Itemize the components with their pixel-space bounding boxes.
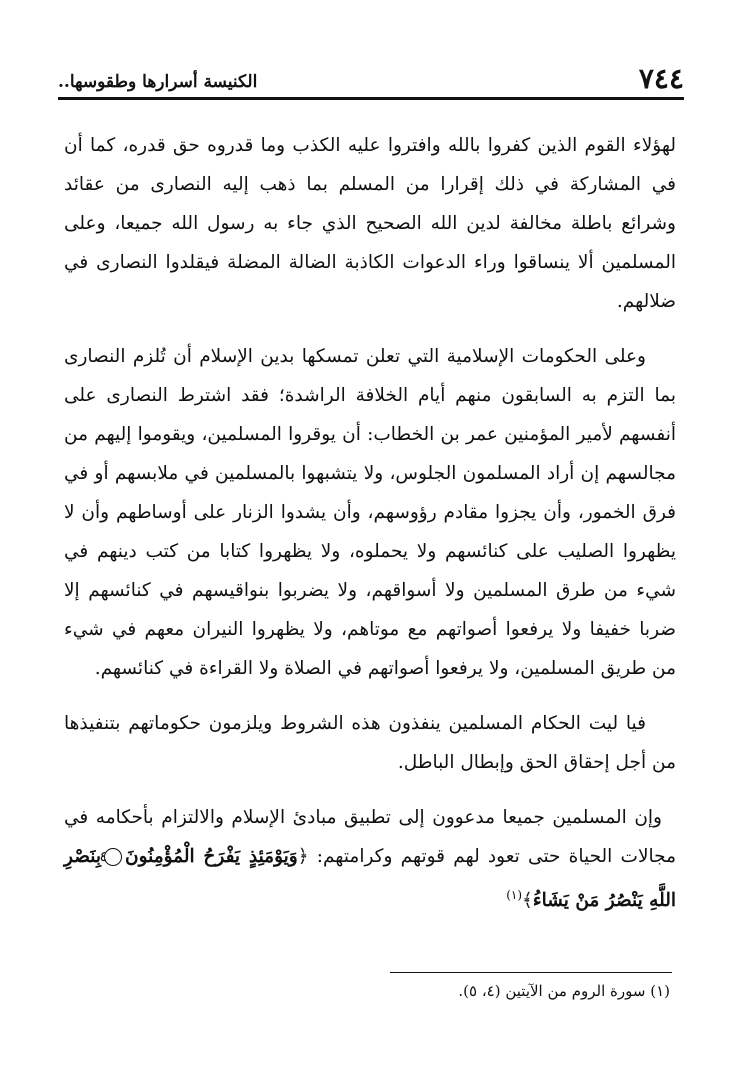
footnote: (١) سورة الروم من الآيتين (٤، ٥). xyxy=(458,982,670,1000)
quran-verse-part-1: وَيَوْمَئِذٍ يَفْرَحُ الْمُؤْمِنُونَ xyxy=(124,846,298,867)
paragraph-4-text: وإن المسلمين جميعا مدعوون إلى تطبيق مبادئ الإسلام والالتزام بأحكامه في مجالات الحياة حتى تعود لهم قوتهم وكرامتهم: xyxy=(64,807,676,867)
page-header xyxy=(58,62,684,98)
paragraph-1: لهؤلاء القوم الذين كفروا بالله وافتروا عليه الكذب وما قدروه حق قدره، كما أن في المشاركة في ذلك إقرارا من المسلم بما ذهب إليه النصارى من عقائد وشرائع باطلة مخالفة لدين الله الصحيح الذي جاء به رسول الله جميعا، وعلى المسلمين ألا ينساقوا وراء الدعوات الكاذبة الضالة المضلة فيقلدوا النصارى في ضلالهم. xyxy=(64,135,676,312)
quran-close-brace: ﴾ xyxy=(522,890,533,912)
main-text xyxy=(64,126,676,920)
header-divider xyxy=(58,97,684,100)
footnote-divider xyxy=(390,972,672,973)
ayah-number-marker: ٤ xyxy=(104,848,122,866)
footnote-reference: (١) xyxy=(506,888,523,902)
paragraph-3: فيا ليت الحكام المسلمين ينفذون هذه الشروط ويلزمون حكوماتهم بتنفيذها من أجل إحقاق الحق وإبطال الباطل. xyxy=(64,713,676,773)
page-number: ٧٤٤ xyxy=(638,62,684,95)
running-title: الكنيسة أسرارها وطقوسها.. xyxy=(58,72,258,92)
quran-verse-part-2: بِنَصْرِ اللَّهِ يَنْصُرُ مَنْ يَشَاءُ xyxy=(64,846,676,912)
paragraph-4 xyxy=(64,798,676,920)
paragraph-2: وعلى الحكومات الإسلامية التي تعلن تمسكها بدين الإسلام أن تُلزم النصارى بما التزم به السابقون منهم أيام الخلافة الراشدة؛ فقد اشترط النصارى على أنفسهم لأمير المؤمنين عمر بن الخطاب: أن يوقروا المسلمين، ويقوموا إليهم من مجالسهم إن أراد المسلمون الجلوس، ولا يتشبهوا بالمسلمين في ملابسهم أو في فرق الخمور، وأن يجزوا مقادم رؤوسهم، وأن يشدوا الزنار على أوساطهم وأن لا يظهروا الصليب على كنائسهم ولا يحملوه، ولا يظهروا كتابا من كتب دينهم في شيء من طرق المسلمين ولا أسواقهم، ولا يضربوا بنواقيسهم في كنائسهم إلا ضربا خفيفا ولا يرفعوا أصواتهم مع موتاهم، ولا يظهروا النيران معهم في شيء من طريق المسلمين، ولا يرفعوا أصواتهم في الصلاة ولا القراءة في كنائسهم. xyxy=(64,346,676,679)
quran-open-brace: ﴿ xyxy=(297,846,309,867)
